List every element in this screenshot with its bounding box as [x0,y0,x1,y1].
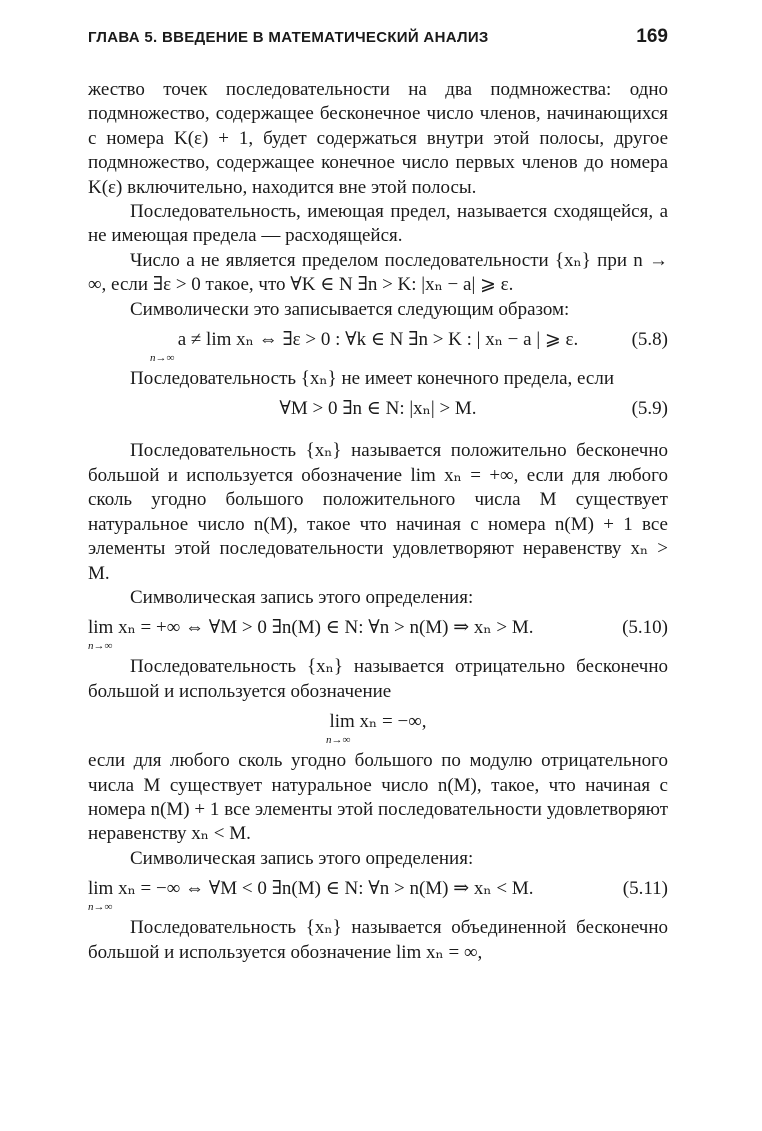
paragraph-unified-infinite: Последовательность {xₙ} называется объединенной бесконечно большой и используется обозначение lim xₙ = ∞, [88,917,668,963]
formula-5-10-limit-subscript: n→∞ [88,640,113,653]
paragraph-negative-infinite: Последовательность {xₙ} называется отрицательно бесконечно большой и используется обозначение [88,656,668,702]
formula-negative-infinity-subscript: n→∞ [326,734,351,747]
paragraph-symbolic-intro: Символически это записывается следующим образом: [130,298,570,320]
formula-5-8-number: (5.8) [631,329,668,351]
paragraph-convergent-definition: Последовательность, имеющая предел, называется сходящейся, а не имеющая предела — расходящейся. [88,201,668,247]
formula-5-10-expression: lim xₙ = +∞ ⇔ ∀M > 0 ∃n(M) ∈ N: ∀n > n(M) ⇒ xₙ > M. [88,617,534,639]
paragraph-not-limit: Число a не является пределом последовательности {xₙ} при n → ∞, если ∃ε > 0 такое, что ∀K ∈ N ∃n > K: |xₙ − a| ⩾ ε. [88,249,668,296]
paragraph-symbolic-record-1: Символическая запись этого определения: [130,586,474,608]
formula-5-11 [88,876,668,913]
paragraph-no-finite-limit: Последовательность {xₙ} не имеет конечного предела, если [130,368,615,390]
page-number: 169 [636,26,668,47]
formula-negative-infinity [88,709,668,746]
paragraph-negative-infinite-condition: если для любого сколь угодно большого по модулю отрицательного числа M существует натуральное число n(M), такое, что начиная с номера n(M) + 1 все элементы этой последовательности удовлетворяют неравенству xₙ < M. [88,750,668,845]
formula-5-8 [88,327,668,364]
running-header [88,26,668,52]
formula-negative-infinity-expression: lim xₙ = −∞, [329,711,427,733]
paragraph-symbolic-record-2: Символическая запись этого определения: [130,847,474,869]
formula-5-9 [88,396,668,422]
formula-5-10-number: (5.10) [622,617,668,639]
formula-5-9-expression: ∀M > 0 ∃n ∈ N: |xₙ| > M. [279,398,477,420]
formula-5-11-limit-subscript: n→∞ [88,901,113,914]
formula-5-11-expression: lim xₙ = −∞ ⇔ ∀M < 0 ∃n(M) ∈ N: ∀n > n(M) ⇒ xₙ < M. [88,878,534,900]
paragraph-positive-infinite: Последовательность {xₙ} называется положительно бесконечно большой и используется обозначение lim xₙ = +∞, если для любого сколь угодно большого положительного числа M существует натуральное число n(M), такое что начиная с номера n(M) + 1 все элементы этой последовательности удовлетворяют неравенству xₙ > M. [88,440,668,584]
formula-5-10 [88,615,668,652]
chapter-title: ГЛАВА 5. ВВЕДЕНИЕ В МАТЕМАТИЧЕСКИЙ АНАЛИЗ [88,29,489,46]
paragraph-subset-split: жество точек последовательности на два подмножества: одно подмножество, содержащее бесконечное число членов, начинающихся с номера K(ε) + 1, будет содержаться внутри этой полосы, другое подмножество, содержащее конечное число первых членов до номера K(ε) включительно, находится вне этой полосы. [88,79,668,198]
page-body [88,78,668,965]
formula-5-9-number: (5.9) [631,398,668,420]
formula-5-8-limit-subscript: n→∞ [150,352,175,365]
formula-5-11-number: (5.11) [622,878,668,900]
formula-5-8-expression: a ≠ lim xₙ ⇔ ∃ε > 0 : ∀k ∈ N ∃n > K : | xₙ − a | ⩾ ε. [177,329,579,351]
